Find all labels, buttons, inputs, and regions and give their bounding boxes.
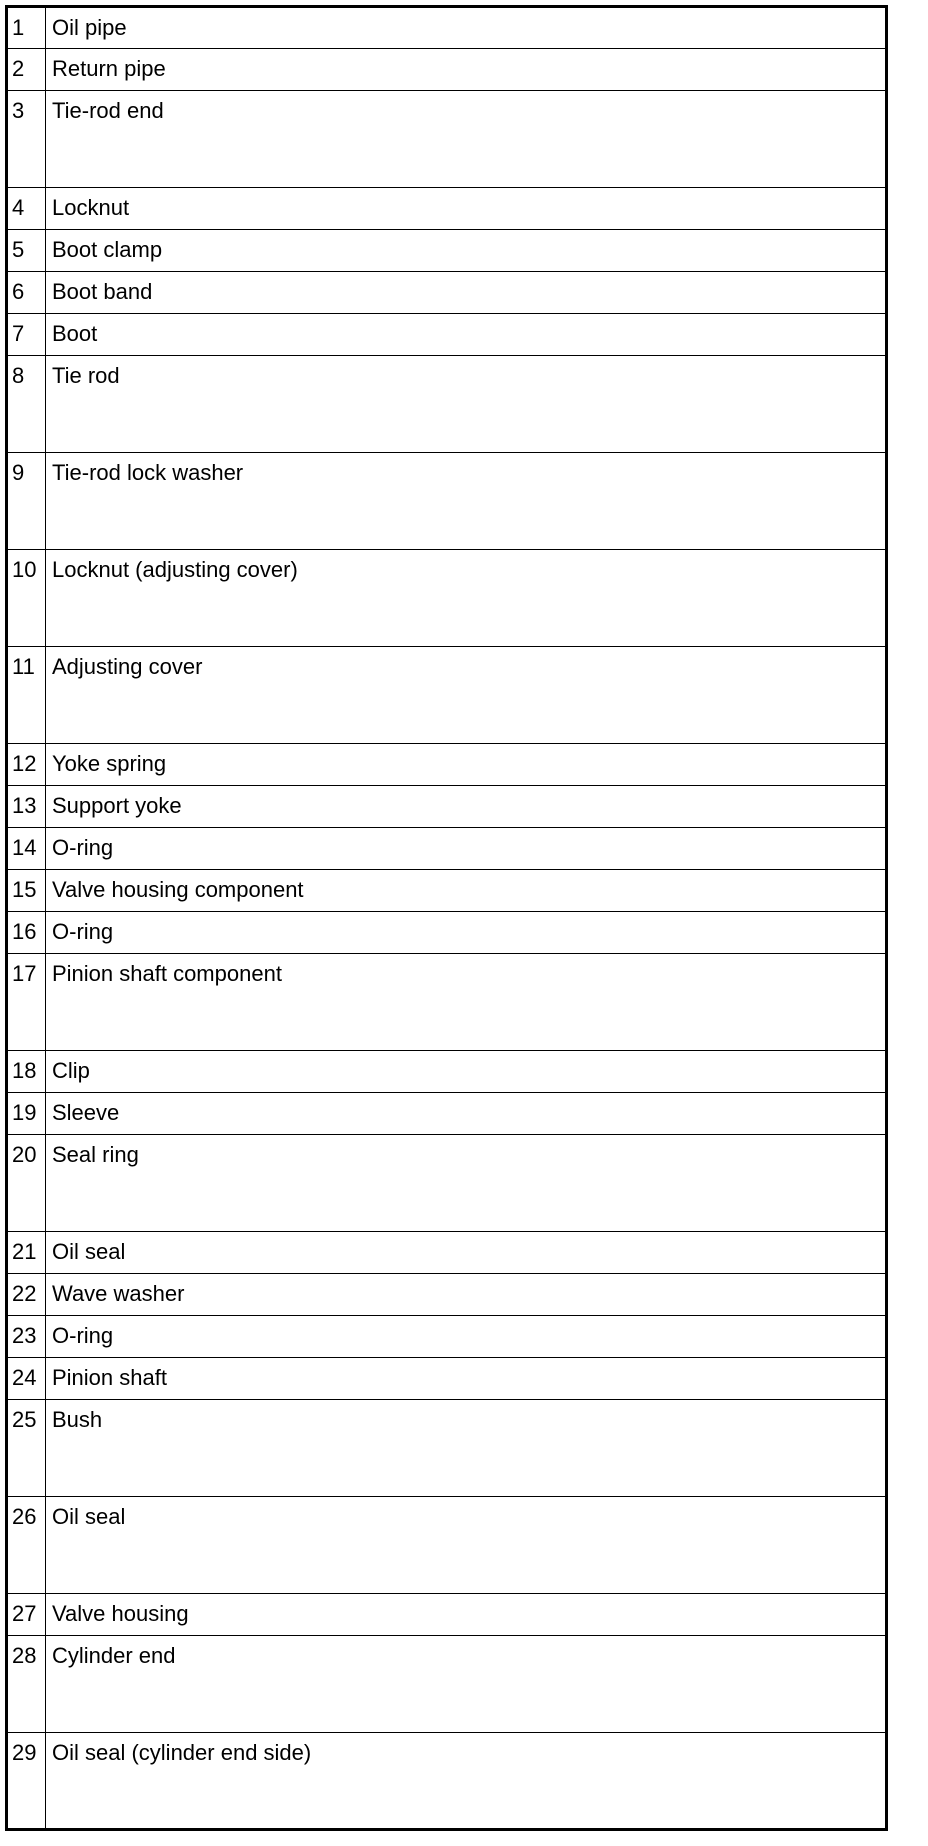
part-name-cell: Tie-rod end xyxy=(46,91,887,188)
table-row xyxy=(7,1636,887,1733)
part-number-cell: 27 xyxy=(7,1594,46,1636)
table-row xyxy=(7,744,887,786)
part-name-cell: Boot clamp xyxy=(46,230,887,272)
part-number-cell: 17 xyxy=(7,954,46,1051)
part-name-cell: Valve housing component xyxy=(46,870,887,912)
part-name-cell: Oil pipe xyxy=(46,7,887,49)
part-number-cell: 5 xyxy=(7,230,46,272)
table-row xyxy=(7,1135,887,1232)
part-name-cell: Boot band xyxy=(46,272,887,314)
table-row xyxy=(7,1093,887,1135)
part-number-cell: 2 xyxy=(7,49,46,91)
part-number-cell: 12 xyxy=(7,744,46,786)
part-name-cell: Oil seal xyxy=(46,1497,887,1594)
part-number-cell: 24 xyxy=(7,1358,46,1400)
table-row xyxy=(7,188,887,230)
part-number-cell: 18 xyxy=(7,1051,46,1093)
table-row xyxy=(7,453,887,550)
table-row xyxy=(7,1358,887,1400)
part-name-cell: O-ring xyxy=(46,912,887,954)
table-row xyxy=(7,870,887,912)
part-name-cell: Clip xyxy=(46,1051,887,1093)
part-name-cell: Cylinder end xyxy=(46,1636,887,1733)
table-row xyxy=(7,647,887,744)
part-number-cell: 14 xyxy=(7,828,46,870)
table-row xyxy=(7,1316,887,1358)
part-number-cell: 28 xyxy=(7,1636,46,1733)
table-row xyxy=(7,550,887,647)
part-name-cell: O-ring xyxy=(46,828,887,870)
part-name-cell: Yoke spring xyxy=(46,744,887,786)
part-number-cell: 9 xyxy=(7,453,46,550)
part-name-cell: Return pipe xyxy=(46,49,887,91)
part-number-cell: 3 xyxy=(7,91,46,188)
table-row xyxy=(7,786,887,828)
part-number-cell: 1 xyxy=(7,7,46,49)
part-number-cell: 26 xyxy=(7,1497,46,1594)
part-number-cell: 10 xyxy=(7,550,46,647)
table-row xyxy=(7,1497,887,1594)
table-row xyxy=(7,314,887,356)
table-row xyxy=(7,954,887,1051)
part-name-cell: Boot xyxy=(46,314,887,356)
part-number-cell: 21 xyxy=(7,1232,46,1274)
table-row xyxy=(7,1733,887,1830)
part-number-cell: 4 xyxy=(7,188,46,230)
table-row xyxy=(7,1232,887,1274)
part-name-cell: Oil seal xyxy=(46,1232,887,1274)
table-row xyxy=(7,230,887,272)
part-number-cell: 7 xyxy=(7,314,46,356)
table-row xyxy=(7,356,887,453)
part-name-cell: Adjusting cover xyxy=(46,647,887,744)
part-name-cell: Tie-rod lock washer xyxy=(46,453,887,550)
part-name-cell: Pinion shaft xyxy=(46,1358,887,1400)
part-number-cell: 6 xyxy=(7,272,46,314)
part-name-cell: Sleeve xyxy=(46,1093,887,1135)
part-name-cell: Locknut (adjusting cover) xyxy=(46,550,887,647)
table-row xyxy=(7,49,887,91)
part-name-cell: Tie rod xyxy=(46,356,887,453)
part-number-cell: 19 xyxy=(7,1093,46,1135)
table-row xyxy=(7,272,887,314)
table-row xyxy=(7,91,887,188)
part-number-cell: 22 xyxy=(7,1274,46,1316)
part-number-cell: 20 xyxy=(7,1135,46,1232)
part-name-cell: O-ring xyxy=(46,1316,887,1358)
parts-table-body xyxy=(7,7,887,1830)
part-number-cell: 11 xyxy=(7,647,46,744)
part-name-cell: Pinion shaft component xyxy=(46,954,887,1051)
table-row xyxy=(7,7,887,49)
part-name-cell: Oil seal (cylinder end side) xyxy=(46,1733,887,1830)
table-row xyxy=(7,1274,887,1316)
part-number-cell: 16 xyxy=(7,912,46,954)
part-number-cell: 15 xyxy=(7,870,46,912)
part-number-cell: 29 xyxy=(7,1733,46,1830)
part-number-cell: 23 xyxy=(7,1316,46,1358)
table-row xyxy=(7,912,887,954)
part-name-cell: Valve housing xyxy=(46,1594,887,1636)
part-number-cell: 8 xyxy=(7,356,46,453)
parts-table xyxy=(5,5,888,1831)
part-number-cell: 25 xyxy=(7,1400,46,1497)
table-row xyxy=(7,1051,887,1093)
table-row xyxy=(7,1594,887,1636)
part-name-cell: Support yoke xyxy=(46,786,887,828)
part-number-cell: 13 xyxy=(7,786,46,828)
part-name-cell: Bush xyxy=(46,1400,887,1497)
table-row xyxy=(7,828,887,870)
part-name-cell: Locknut xyxy=(46,188,887,230)
part-name-cell: Wave washer xyxy=(46,1274,887,1316)
table-row xyxy=(7,1400,887,1497)
part-name-cell: Seal ring xyxy=(46,1135,887,1232)
